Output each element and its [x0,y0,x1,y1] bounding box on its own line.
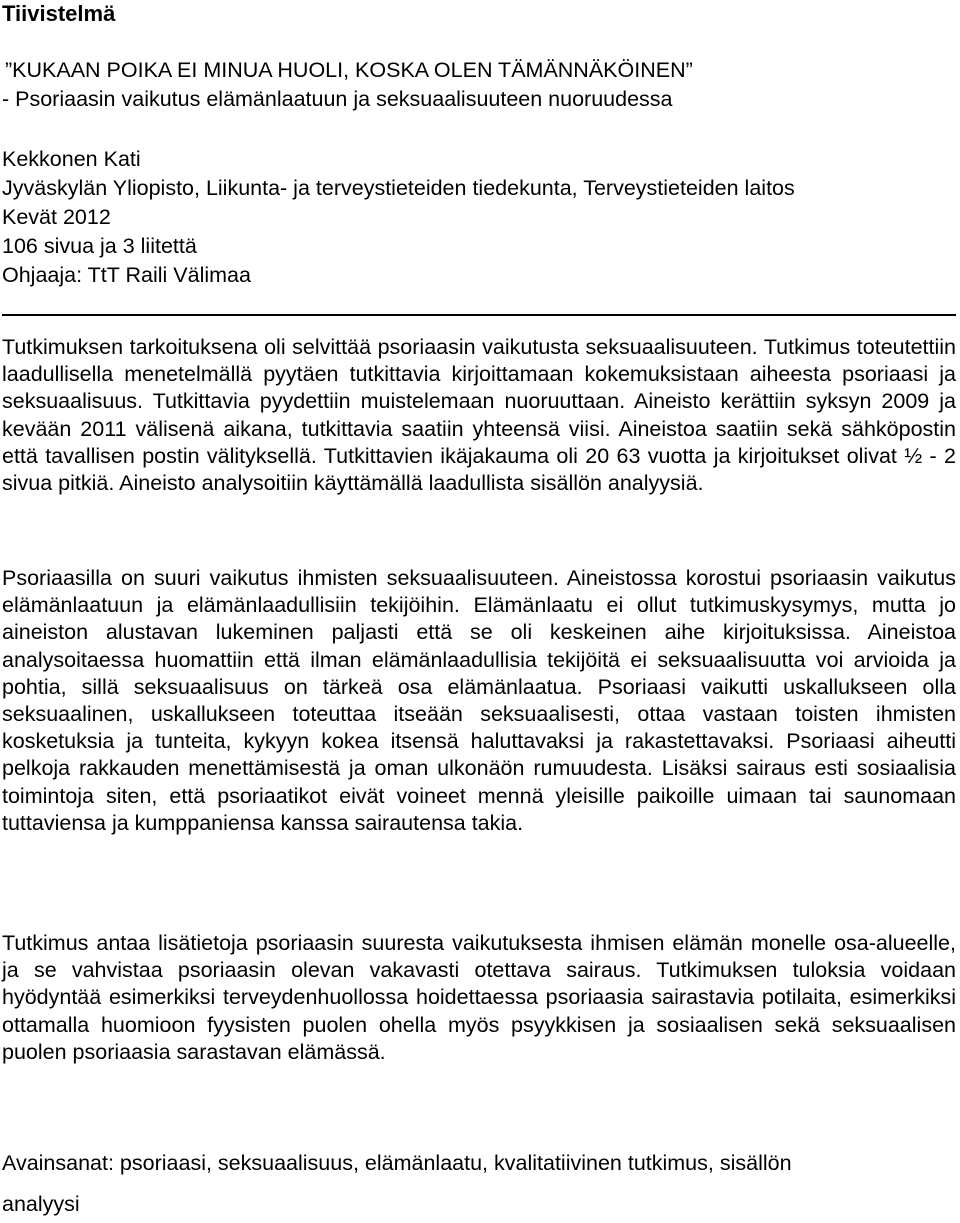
author: Kekkonen Kati [2,147,141,171]
abstract-paragraph-2: Psoriaasilla on suuri vaikutus ihmisten seksuaalisuuteen. Aineistossa korostui psoriaasin vaikutus elämänlaatuun ja elämänlaadullisiin tekijöihin. Elämänlaatu ei ollut tutkimuskysymys, mutta jo aineiston alustavan lukeminen paljasti että se oli keskeinen aihe kirjoituksissa. Aineistoa analysoitaessa huomattiin että ilman elämänlaadullisia tekijöitä ei seksuaalisuutta voi arvioida ja pohtia, sillä seksuaalisuus on tärkeä osa elämänlaatua. Psoriaasi vaikutti uskallukseen olla seksuaalinen, uskallukseen toteuttaa itseään seksuaalisesti, ottaa vastaan toisten ihmisten kosketuksia ja tunteita, kykyyn kokea itsensä haluttavaksi ja rakastettavaksi. Psoriaasi aiheutti pelkoja rakkauden menettämisestä ja oman ulkonäön rumuudesta. Lisäksi sairaus esti sosiaalisia toimintoja siten, että psoriaatikot eivät voineet mennä yleisille paikoille uimaan tai saunomaan tuttaviensa ja kumppaniensa kanssa sairautensa takia. [2,566,956,835]
abstract-paragraph-1: Tutkimuksen tarkoituksena oli selvittää psoriaasin vaikutusta seksuaalisuuteen. Tutkimus toteutettiin laadullisella menetelmällä pyytäen tutkittavia kirjoittamaan kokemuksistaan aiheesta psoriaasi ja seksuaalisuus. Tutkittavia pyydettiin muistelemaan nuoruuttaan. Aineisto kerättiin syksyn 2009 ja kevään 2011 välisenä aikana, tutkittavia saatiin yhteensä viisi. Aineistoa saatiin sekä sähköpostin että tavallisen postin välityksellä. Tutkittavien ikäjakauma oli 20 63 vuotta ja kirjoitukset olivat ½ - 2 sivua pitkiä. Aineisto analysoitiin käyttämällä laadullista sisällön analyysiä. [2,335,956,496]
page-count: 106 sivua ja 3 liitettä [2,234,197,258]
keywords-line-2: analyysi [2,1192,80,1216]
thesis-subtitle: - Psoriaasin vaikutus elämänlaatuun ja seksuaalisuuteen nuoruudessa [2,87,673,111]
thesis-title: ”KUKAAN POIKA EI MINUA HUOLI, KOSKA OLEN TÄMÄNNÄKÖINEN” [5,58,693,82]
institution: Jyväskylän Yliopisto, Liikunta- ja terveystieteiden tiedekunta, Terveystieteiden laitos [2,176,795,200]
thesis-title-block [2,56,693,114]
page-heading: Tiivistelmä [2,1,116,26]
abstract-paragraph-3: Tutkimus antaa lisätietoja psoriaasin suuresta vaikutuksesta ihmisen elämän monelle osa-alueelle, ja se vahvistaa psoriaasin olevan vakavasti otettava sairaus. Tutkimuksen tuloksia voidaan hyödyntää esimerkiksi terveydenhuollossa hoidettaessa psoriaasia sairastavia potilaita, esimerkiksi ottamalla huomioon fyysisten puolen ohella myös psyykkisen ja sosiaalisen sekä seksuaalisen puolen psoriaasia sarastavan elämässä. [2,931,956,1064]
date: Kevät 2012 [2,205,111,229]
supervisor: Ohjaaja: TtT Raili Välimaa [2,263,251,287]
keywords-line-1: Avainsanat: psoriaasi, seksuaalisuus, elämänlaatu, kvalitatiivinen tutkimus, sisällön [2,1151,792,1175]
keywords [2,1150,956,1218]
thesis-meta [2,145,795,290]
divider [2,314,956,316]
